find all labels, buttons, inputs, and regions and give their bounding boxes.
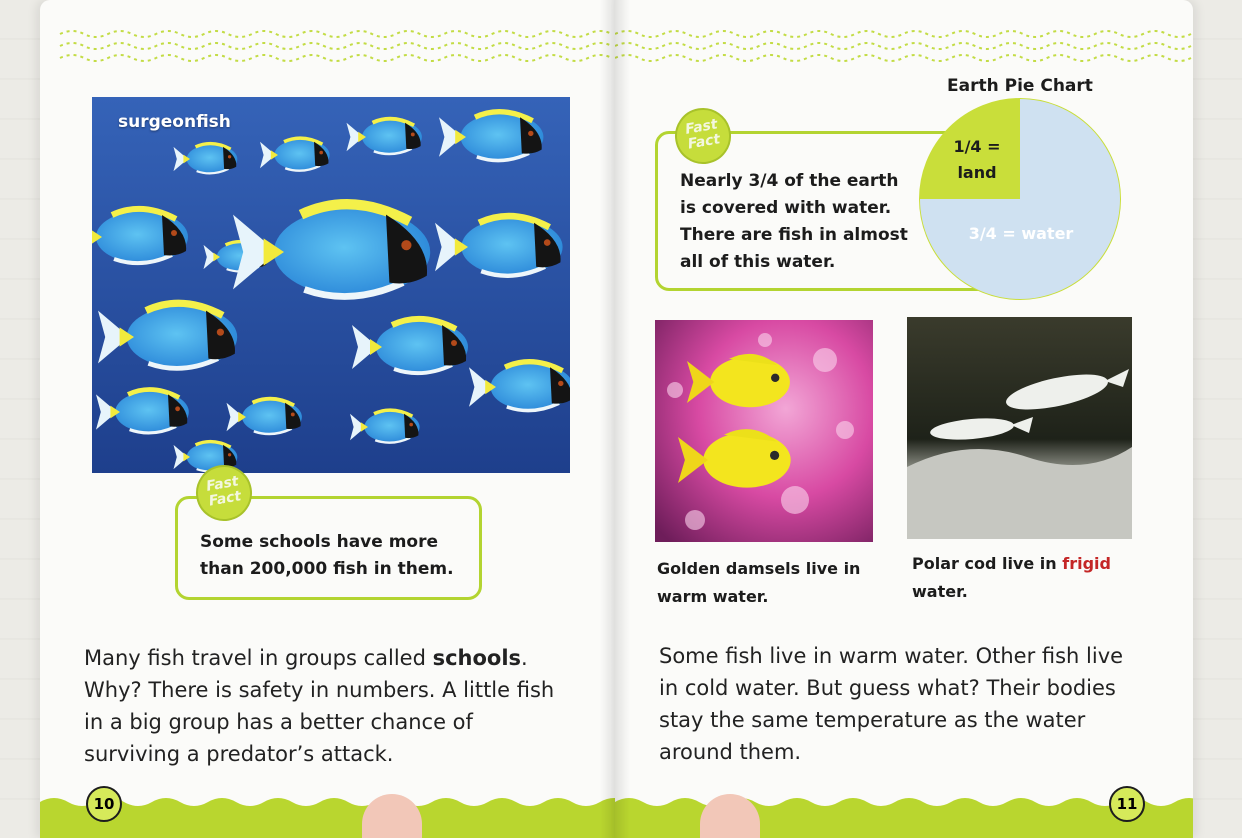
- surgeonfish-illustration: [92, 97, 570, 473]
- book-page-left: [40, 0, 615, 838]
- caption-polar-cod-part1: Polar cod live in: [912, 554, 1063, 573]
- pie-label-land-line1: 1/4 =: [953, 137, 1001, 156]
- book-page-right: [615, 0, 1193, 838]
- pie-label-water: 3/4 = water: [968, 224, 1074, 243]
- decorative-wave-top-left: [40, 22, 615, 82]
- golden-damsels-photo: [655, 320, 873, 542]
- golden-damsels-illustration: [655, 320, 873, 542]
- body-text-right: Some fish live in warm water. Other fish live in cold water. But guess what? Their bodies stay the same temperature as the water around them.: [659, 644, 1124, 764]
- body-text-left: [84, 642, 564, 770]
- body-text-left-part1: Many fish travel in groups called: [84, 646, 433, 670]
- decorative-wave-top-right: [615, 22, 1193, 82]
- caption-polar-cod: [912, 550, 1152, 606]
- caption-polar-cod-part2: water.: [912, 582, 968, 601]
- fast-fact-text-right: Nearly 3/4 of the earth is covered with water. There are fish in almost all of this water.: [680, 171, 908, 272]
- page-number-left: 10: [86, 786, 122, 822]
- surgeonfish-photo: [92, 97, 570, 473]
- photo-label-surgeonfish: surgeonfish: [118, 112, 231, 132]
- polar-cod-illustration: [907, 317, 1132, 539]
- keyword-schools: schools: [432, 646, 522, 670]
- page-number-right: 11: [1109, 786, 1145, 822]
- pie-chart-title: Earth Pie Chart: [947, 76, 1093, 96]
- fast-fact-badge-right: Fast Fact: [671, 104, 736, 169]
- fast-fact-text-left: Some schools have more than 200,000 fish in them.: [200, 532, 454, 579]
- decorative-wave-bottom-left: [40, 788, 615, 838]
- book-spine-shadow: [600, 0, 630, 838]
- keyword-frigid: frigid: [1062, 554, 1111, 573]
- fast-fact-badge-left: Fast Fact: [192, 461, 257, 526]
- polar-cod-photo: [907, 317, 1132, 539]
- pie-label-land-line2: land: [957, 163, 997, 182]
- earth-pie-chart: [917, 96, 1123, 302]
- caption-golden-damsels: Golden damsels live in warm water.: [657, 559, 861, 606]
- body-text-left-part2: . Why? There is safety in numbers. A little fish in a big group has a better chance of surviving a predator’s attack.: [84, 646, 555, 766]
